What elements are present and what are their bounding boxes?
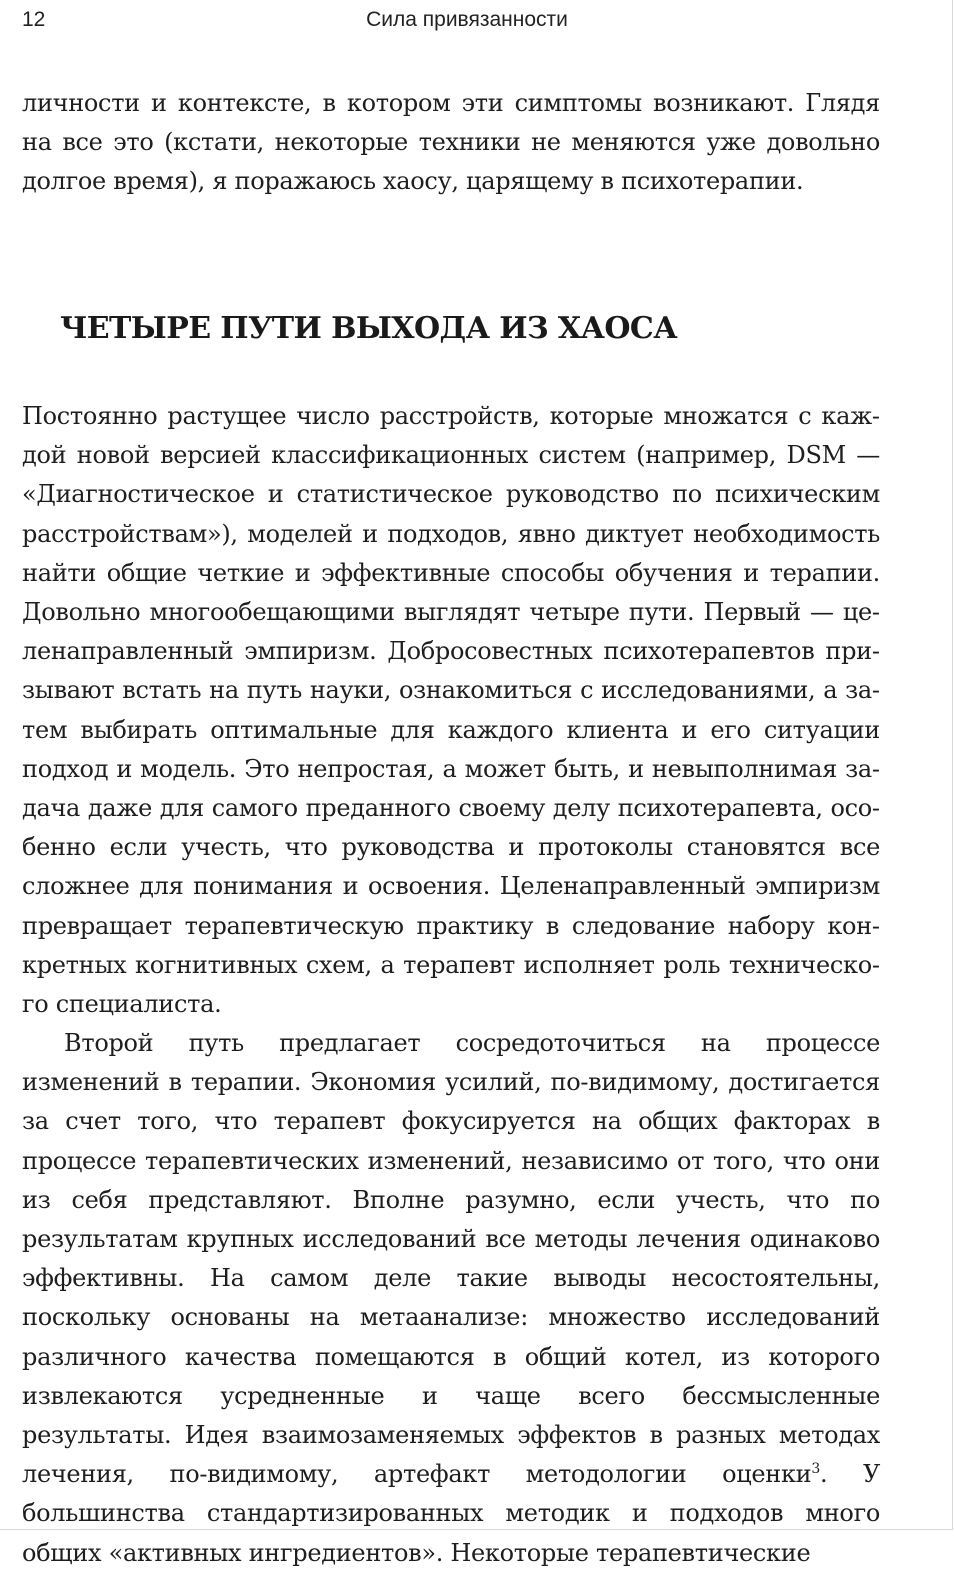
body-paragraph-2-text: Второй путь предлагает сосредоточиться на процессе изменений в терапии. Экономия усилий, по-видимому, достигается за счет того, что терапевт фокусируется на общих факторах в процессе терапевтических изменений, независимо от того, что они из себя представляют. Вполне разумно, если учесть, что по результатам крупных исследований все методы лечения одинаково эффективны. На самом деле такие выводы несостоятельны, поскольку основаны на метаанализе: множество исследований различного качества помещаются в общий котел, из которого извлекаются усредненные и чаще всего бессмысленные результаты. Идея взаимозаменяемых эффектов в разных методах лечения, по-видимому, артефакт методологии оценки xyxy=(22,1029,880,1489)
body-paragraph-2-end: . У большинства стандартизированных методик и подходов много общих «активных ингредиентов». Некоторые терапевтические xyxy=(22,1460,881,1567)
section-heading: ЧЕТЫРЕ ПУТИ ВЫХОДА ИЗ ХАОСА xyxy=(60,311,678,346)
running-header xyxy=(0,6,954,36)
body-paragraph-2 xyxy=(22,1024,880,1573)
book-title: Сила привязанности xyxy=(366,8,568,31)
footnote-marker[interactable]: 3 xyxy=(811,1461,820,1478)
continuation-paragraph: личности и контексте, в котором эти симптомы возникают. Глядя на все это (кстати, некоторые техники не меняются уже довольно долгое время), я поражаюсь хаосу, царящему в психотерапии. xyxy=(22,89,880,196)
page-number: 12 xyxy=(22,8,46,31)
body-paragraph-1: Постоянно растущее число расстройств, которые множатся с каждой новой версией классификационных систем (например, DSM — «Диагностическое и статистическое руководство по психическим расстройствам»), моделей и подходов, явно диктует необходимость найти общие четкие и эффективные способы обучения и терапии. Довольно многообещающими выглядят четыре пути. Первый — целенаправленный эмпиризм. Добросовестных психотерапевтов призывают встать на путь науки, ознакомиться с исследованиями, а затем выбирать оптимальные для каждого клиента и его ситуации подход и модель. Это непростая, а может быть, и невыполнимая задача даже для самого преданного своему делу психотерапевта, особенно если учесть, что руководства и протоколы становятся все сложнее для понимания и освоения. Целенаправленный эмпиризм превращает терапевтическую практику в следование набору конкретных когнитивных схем, а терапевт исполняет роль технического специалиста. xyxy=(22,402,880,1019)
